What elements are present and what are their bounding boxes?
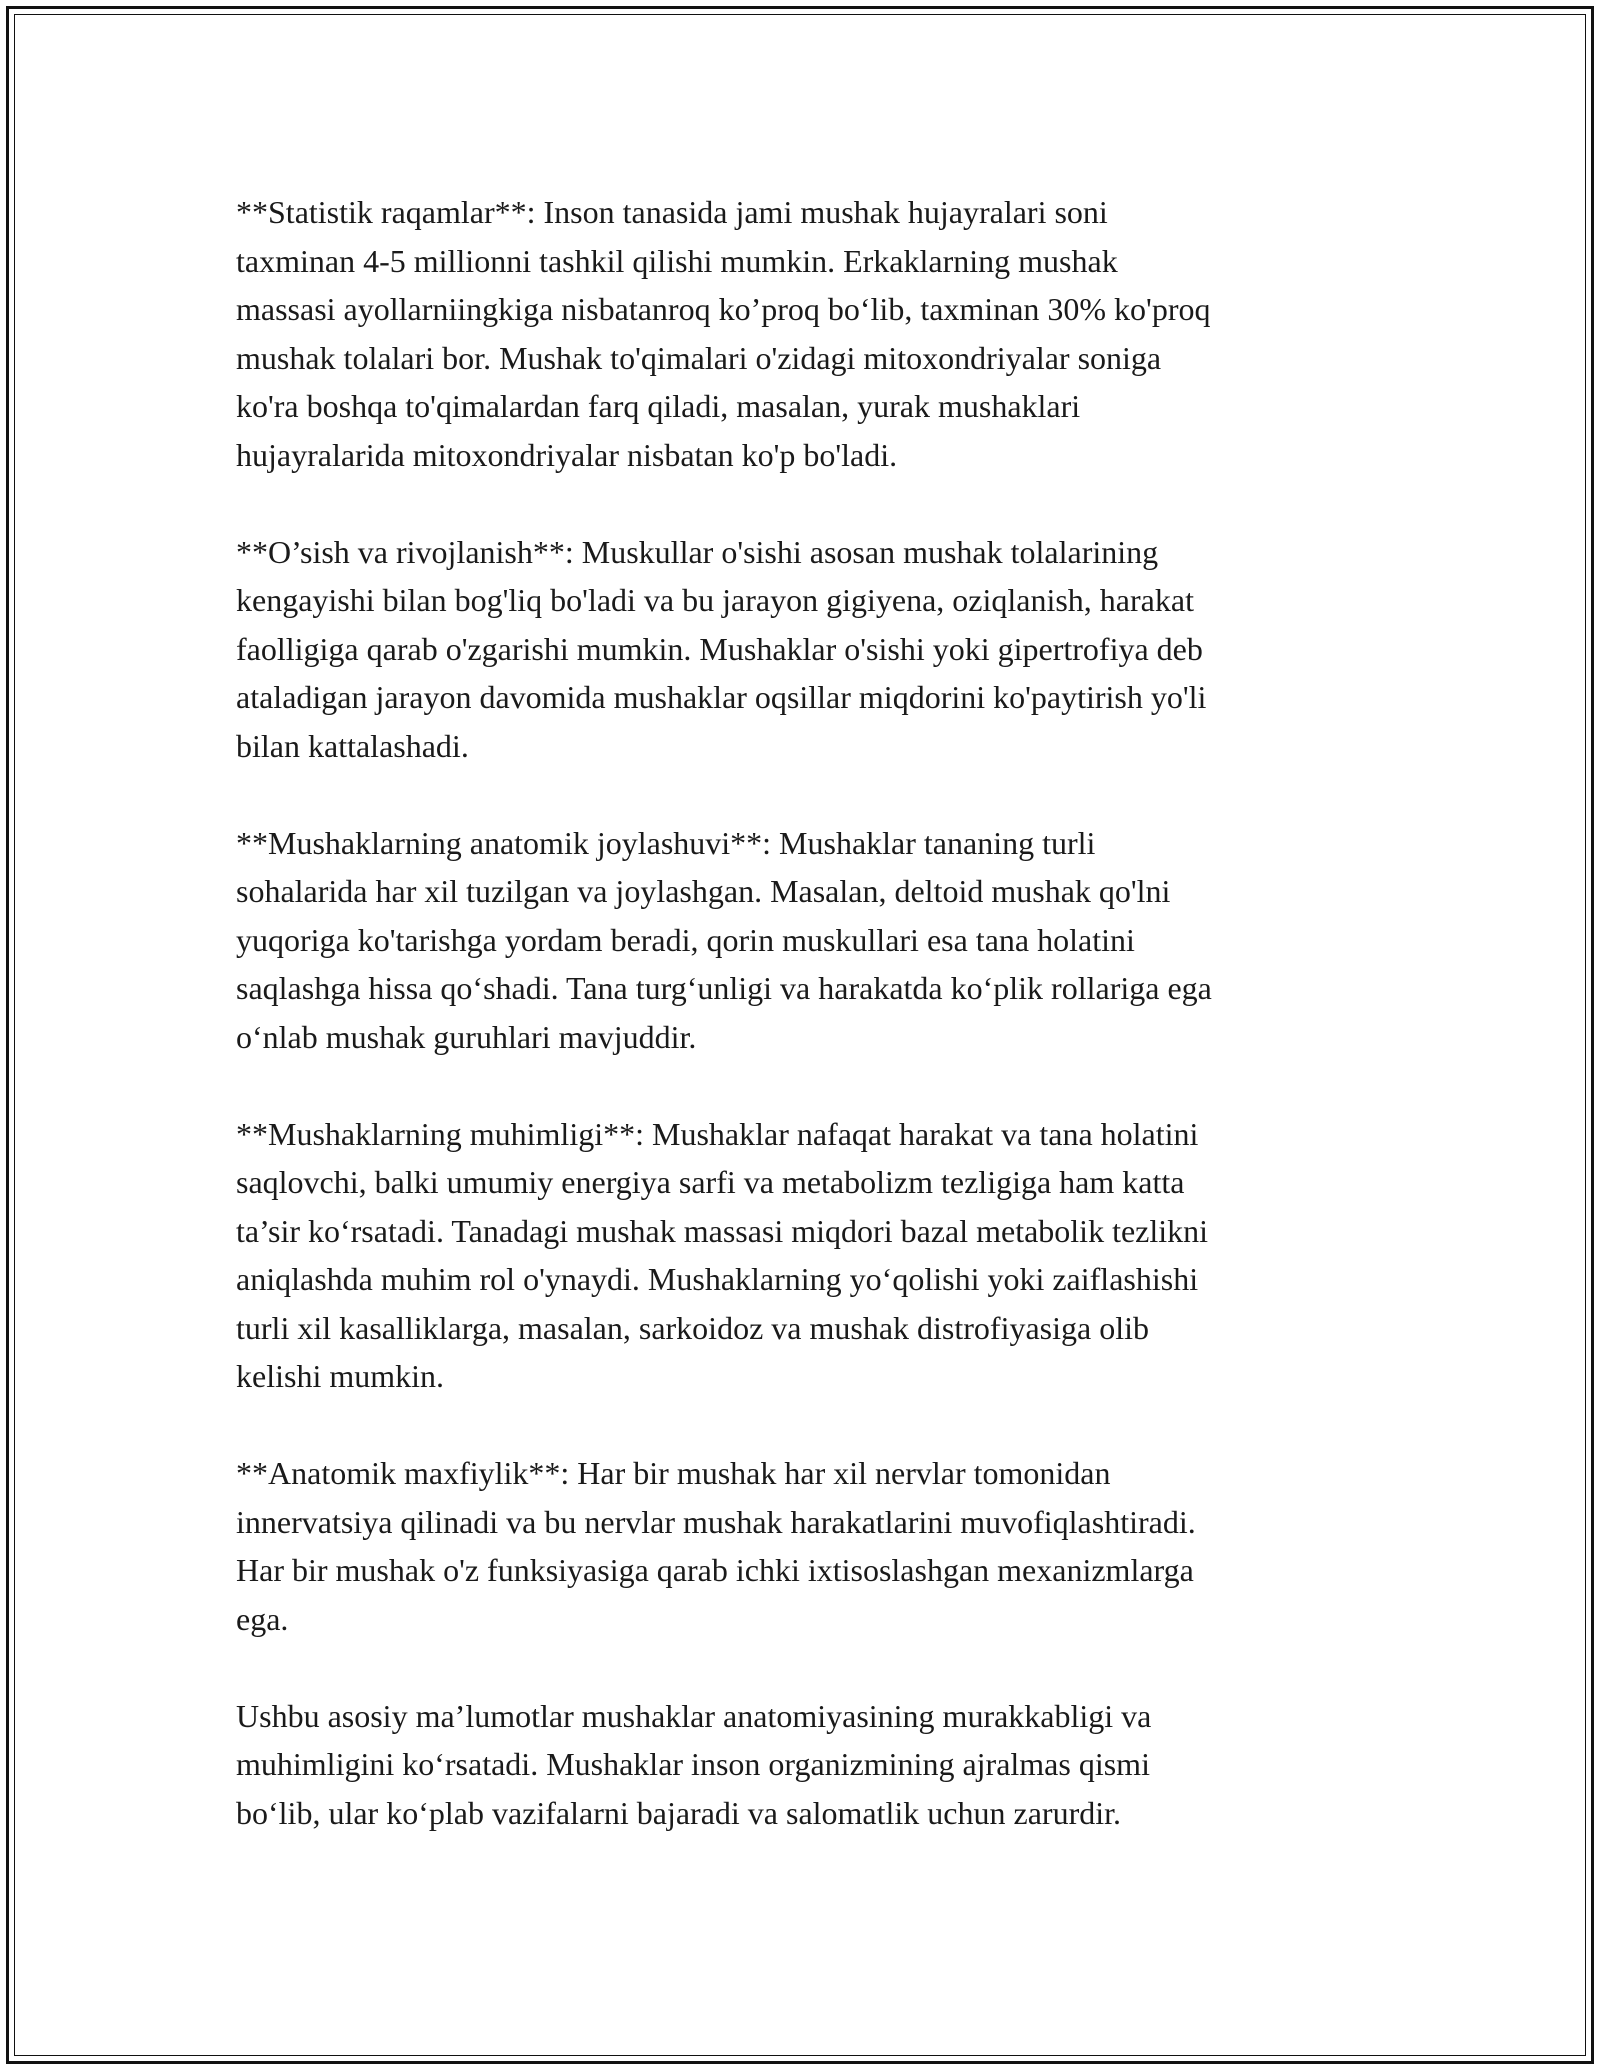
document-body <box>236 188 1366 1886</box>
paragraph-muhimligi <box>236 1110 1366 1401</box>
text-line: ataladigan jarayon davomida mushaklar oqsillar miqdorini ko'paytirish yo'li <box>236 679 1207 715</box>
text-line: **Statistik raqamlar**: Inson tanasida jami mushak hujayralari soni <box>236 194 1108 230</box>
text-line: mushak tolalari bor. Mushak to'qimalari o'zidagi mitoxondriyalar soniga <box>236 339 1162 376</box>
text-line: Har bir mushak o'z funksiyasiga qarab ichki ixtisoslashgan mexanizmlarga <box>236 1552 1194 1588</box>
text-line: muhimligini ko‘rsatadi. Mushaklar inson organizmining ajralmas qismi <box>236 1746 1150 1782</box>
paragraph-anatomik-joylashuvi <box>236 819 1366 1062</box>
text-line: kelishi mumkin. <box>236 1358 444 1394</box>
text-line: bilan kattalashadi. <box>236 727 469 764</box>
text-line: aniqlashda muhim rol o'ynaydi. Mushaklarning yo‘qolishi yoki zaiflashishi <box>236 1261 1199 1297</box>
text-line: sohalarida har xil tuzilgan va joylashgan. Masalan, deltoid mushak qo'lni <box>236 873 1171 909</box>
paragraph-conclusion <box>236 1692 1366 1838</box>
text-line: ta’sir ko‘rsatadi. Tanadagi mushak massasi miqdori bazal metabolik tezlikni <box>236 1212 1209 1249</box>
text-line: **O’sish va rivojlanish**: Muskullar o'sishi asosan mushak tolalarining <box>236 533 1159 570</box>
text-line: **Anatomik maxfiylik**: Har bir mushak har xil nervlar tomonidan <box>236 1455 1111 1491</box>
text-line: saqlovchi, balki umumiy energiya sarfi va metabolizm tezligiga ham katta <box>236 1164 1185 1200</box>
text-line: ko'ra boshqa to'qimalardan farq qiladi, masalan, yurak mushaklari <box>236 388 1081 424</box>
paragraph-statistik-raqamlar <box>236 188 1366 479</box>
text-line: ega. <box>236 1600 289 1637</box>
text-line: Ushbu asosiy ma’lumotlar mushaklar anatomiyasining murakkabligi va <box>236 1697 1152 1734</box>
text-line: **Mushaklarning muhimligi**: Mushaklar nafaqat harakat va tana holatini <box>236 1115 1199 1152</box>
text-line: yuqoriga ko'tarishga yordam beradi, qorin muskullari esa tana holatini <box>236 921 1135 958</box>
paragraph-osish-va-rivojlanish <box>236 528 1366 771</box>
paragraph-anatomik-maxfiylik <box>236 1449 1366 1643</box>
text-line: turli xil kasalliklarga, masalan, sarkoidoz va mushak distrofiyasiga olib <box>236 1309 1149 1346</box>
text-line: kengayishi bilan bog'liq bo'ladi va bu jarayon gigiyena, oziqlanish, harakat <box>236 582 1194 618</box>
text-line: innervatsiya qilinadi va bu nervlar mushak harakatlarini muvofiqlashtiradi. <box>236 1503 1196 1540</box>
text-line: o‘nlab mushak guruhlari mavjuddir. <box>236 1018 697 1055</box>
text-line: massasi ayollarniingkiga nisbatanroq ko’proq bo‘lib, taxminan 30% ko'proq <box>236 291 1211 327</box>
text-line: taxminan 4-5 millionni tashkil qilishi mumkin. Erkaklarning mushak <box>236 242 1118 279</box>
text-line: faolligiga qarab o'zgarishi mumkin. Mushaklar o'sishi yoki gipertrofiya deb <box>236 630 1203 667</box>
text-line: hujayralarida mitoxondriyalar nisbatan ko'p bo'ladi. <box>236 436 898 473</box>
text-line: saqlashga hissa qo‘shadi. Tana turg‘unligi va harakatda ko‘plik rollariga ega <box>236 970 1212 1006</box>
text-line: **Mushaklarning anatomik joylashuvi**: Mushaklar tananing turli <box>236 824 1096 861</box>
text-line: bo‘lib, ular ko‘plab vazifalarni bajaradi va salomatlik uchun zarurdir. <box>236 1794 1121 1831</box>
